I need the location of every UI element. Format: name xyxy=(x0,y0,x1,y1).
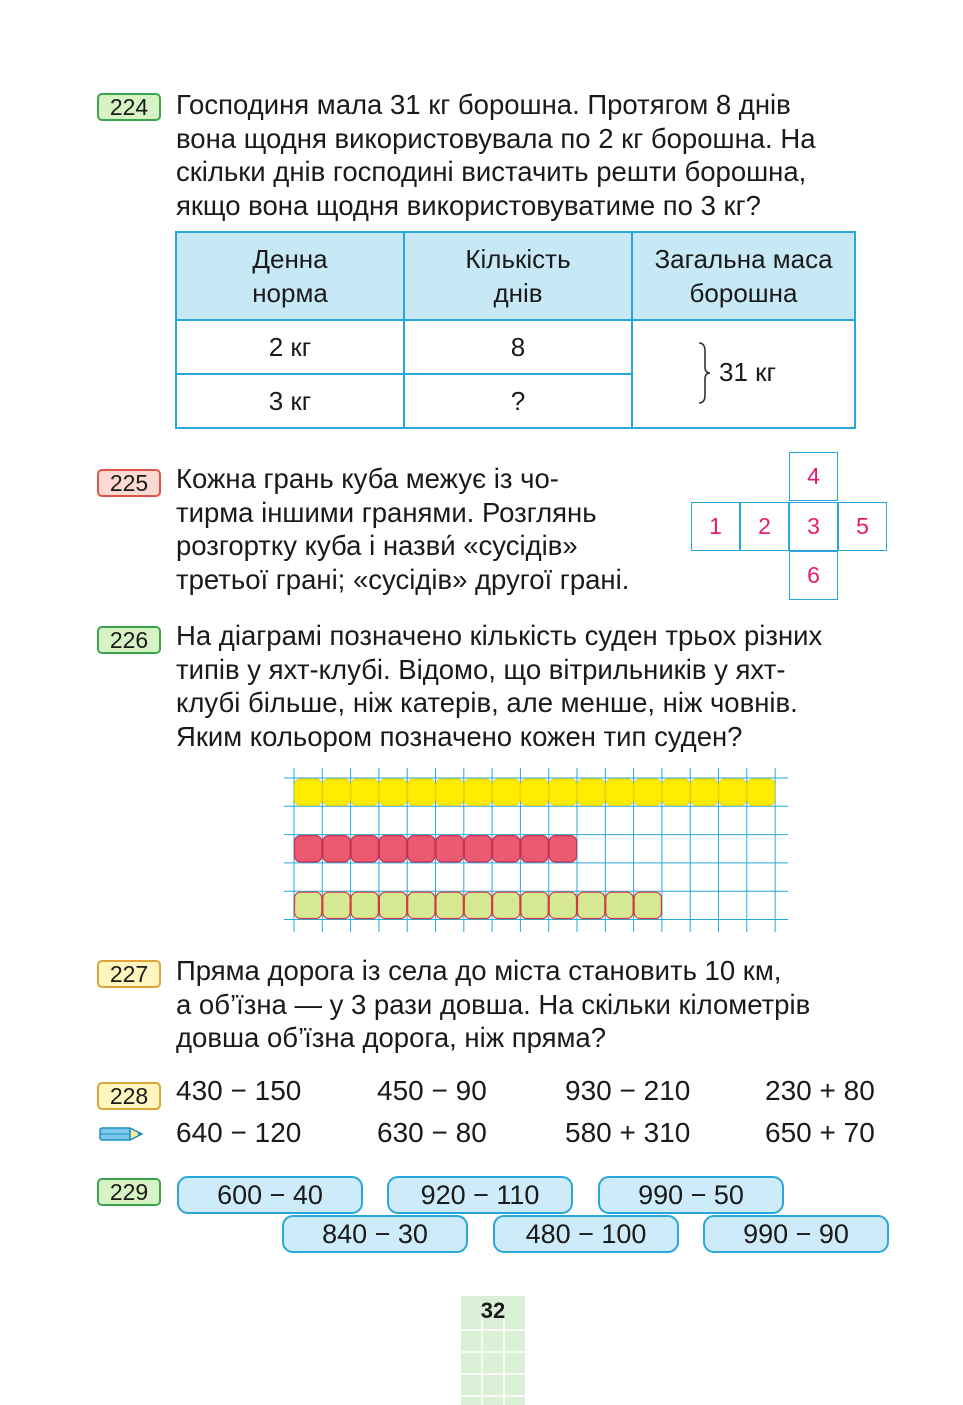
text-line: довша об’їзна дорога, ніж пряма? xyxy=(176,1022,606,1053)
text-line: скільки днів господині вистачить решти борошна, xyxy=(176,156,807,187)
text-line: типів у яхт-клубі. Відомо, що вітрильників у яхт- xyxy=(176,653,786,685)
task-number-225: 225 xyxy=(97,469,161,497)
total-mass-value: 31 кг xyxy=(719,357,777,387)
header-text: борошна xyxy=(689,278,798,308)
bar-segment-series-1 xyxy=(747,779,774,805)
bar-segment-series-3 xyxy=(549,892,576,918)
bar-segment-series-1 xyxy=(379,779,406,805)
bar-segment-series-1 xyxy=(351,779,378,805)
bar-segment-series-1 xyxy=(295,779,322,805)
cube-face-5: 5 xyxy=(838,502,887,551)
text-line: Яким кольором позначено кожен тип суден? xyxy=(176,720,743,752)
bar-segment-series-3 xyxy=(521,892,548,918)
expression: 450 − 90 xyxy=(377,1075,487,1106)
task-number-226: 226 xyxy=(97,626,161,654)
bar-segment-series-3 xyxy=(634,892,661,918)
header-total-mass xyxy=(632,232,855,320)
task-224-text xyxy=(176,88,890,222)
page-number-box xyxy=(461,1296,525,1405)
text-line: третьої грані; «сусідів» другої грані. xyxy=(176,563,630,595)
bar-segment-series-3 xyxy=(493,892,520,918)
bar-segment-series-3 xyxy=(464,892,491,918)
bar-segment-series-3 xyxy=(408,892,435,918)
bar-segment-series-3 xyxy=(323,892,350,918)
bar-segment-series-1 xyxy=(578,779,605,805)
bar-segment-series-2 xyxy=(464,836,491,862)
bar-segment-series-1 xyxy=(493,779,520,805)
bar-segment-series-2 xyxy=(408,836,435,862)
bar-segment-series-3 xyxy=(606,892,633,918)
expression-card: 600 − 40 xyxy=(177,1176,363,1214)
bar-segment-series-1 xyxy=(521,779,548,805)
bar-segment-series-3 xyxy=(379,892,406,918)
ships-chart xyxy=(280,768,792,932)
expression: 650 + 70 xyxy=(765,1117,875,1148)
text-line: якщо вона щодня використовуватиме по 3 кг? xyxy=(176,189,761,221)
header-text: Денна xyxy=(252,244,328,274)
bar-segment-series-2 xyxy=(379,836,406,862)
expression: 430 − 150 xyxy=(176,1075,302,1106)
expression-card: 920 − 110 xyxy=(387,1176,573,1214)
bar-segment-series-1 xyxy=(436,779,463,805)
bar-segment-series-2 xyxy=(521,836,548,862)
text-line: На діаграмі позначено кількість суден трьох різних xyxy=(176,620,823,651)
header-text: Загальна маса xyxy=(654,244,833,274)
total-cell xyxy=(632,320,855,428)
cube-face-4: 4 xyxy=(789,452,838,501)
table-cell: 8 xyxy=(404,320,632,374)
bar-segment-series-2 xyxy=(549,836,576,862)
bar-segment-series-1 xyxy=(549,779,576,805)
bar-segment-series-3 xyxy=(295,892,322,918)
bar-segment-series-1 xyxy=(464,779,491,805)
bar-segment-series-1 xyxy=(691,779,718,805)
bar-segment-series-2 xyxy=(493,836,520,862)
task-number-224: 224 xyxy=(97,93,161,121)
expression: 630 − 80 xyxy=(377,1117,487,1148)
header-text: днів xyxy=(493,278,543,308)
bar-segment-series-3 xyxy=(578,892,605,918)
task-225-text xyxy=(176,462,660,596)
task-226-text xyxy=(176,619,890,753)
text-line: Пряма дорога із села до міста становить 10 км, xyxy=(176,955,782,986)
header-daily-norm xyxy=(176,232,404,320)
header-days-count xyxy=(404,232,632,320)
pencil-icon xyxy=(96,1122,146,1146)
task-number-229: 229 xyxy=(97,1178,161,1206)
bar-segment-series-3 xyxy=(436,892,463,918)
cube-face-3: 3 xyxy=(789,502,838,551)
task-number-228: 228 xyxy=(97,1082,161,1110)
expression: 930 − 210 xyxy=(565,1075,691,1106)
bar-segment-series-1 xyxy=(662,779,689,805)
bar-segment-series-1 xyxy=(323,779,350,805)
text-line: а об’їзна — у 3 рази довша. На скільки кілометрів xyxy=(176,988,811,1020)
bar-segment-series-2 xyxy=(351,836,378,862)
task-number-227: 227 xyxy=(97,960,161,988)
cube-face-6: 6 xyxy=(789,551,838,600)
expression: 230 + 80 xyxy=(765,1075,875,1106)
bar-segment-series-1 xyxy=(408,779,435,805)
cube-face-1: 1 xyxy=(691,502,740,551)
text-line: Кожна грань куба межує із чо- xyxy=(176,463,559,494)
text-line: вона щодня використовувала по 2 кг борошна. На xyxy=(176,122,816,154)
bar-segment-series-2 xyxy=(295,836,322,862)
curly-brace-icon xyxy=(697,341,711,405)
expression-card: 990 − 90 xyxy=(703,1215,889,1253)
bar-segment-series-3 xyxy=(351,892,378,918)
cube-face-2: 2 xyxy=(740,502,789,551)
table-cell: ? xyxy=(404,374,632,428)
text-line: розгортку куба і назви́ «сусідів» xyxy=(176,530,578,561)
task-224-table xyxy=(175,231,856,429)
text-line: Господиня мала 31 кг борошна. Протягом 8 днів xyxy=(176,89,791,120)
expression-card: 480 − 100 xyxy=(493,1215,679,1253)
bar-segment-series-1 xyxy=(634,779,661,805)
text-line: тирма іншими гранями. Розглянь xyxy=(176,496,597,528)
page-number: 32 xyxy=(480,1298,506,1323)
expression-card: 840 − 30 xyxy=(282,1215,468,1253)
task-227-text xyxy=(176,954,890,1055)
bar-segment-series-2 xyxy=(323,836,350,862)
text-line: клубі більше, ніж катерів, але менше, ніж човнів. xyxy=(176,687,798,718)
bar-segment-series-2 xyxy=(436,836,463,862)
expression: 580 + 310 xyxy=(565,1117,691,1148)
table-cell: 2 кг xyxy=(176,320,404,374)
bar-segment-series-1 xyxy=(719,779,746,805)
header-text: норма xyxy=(252,278,328,308)
bar-segment-series-1 xyxy=(606,779,633,805)
table-cell: 3 кг xyxy=(176,374,404,428)
header-text: Кількість xyxy=(465,244,571,274)
expression-card: 990 − 50 xyxy=(598,1176,784,1214)
expression: 640 − 120 xyxy=(176,1117,302,1148)
